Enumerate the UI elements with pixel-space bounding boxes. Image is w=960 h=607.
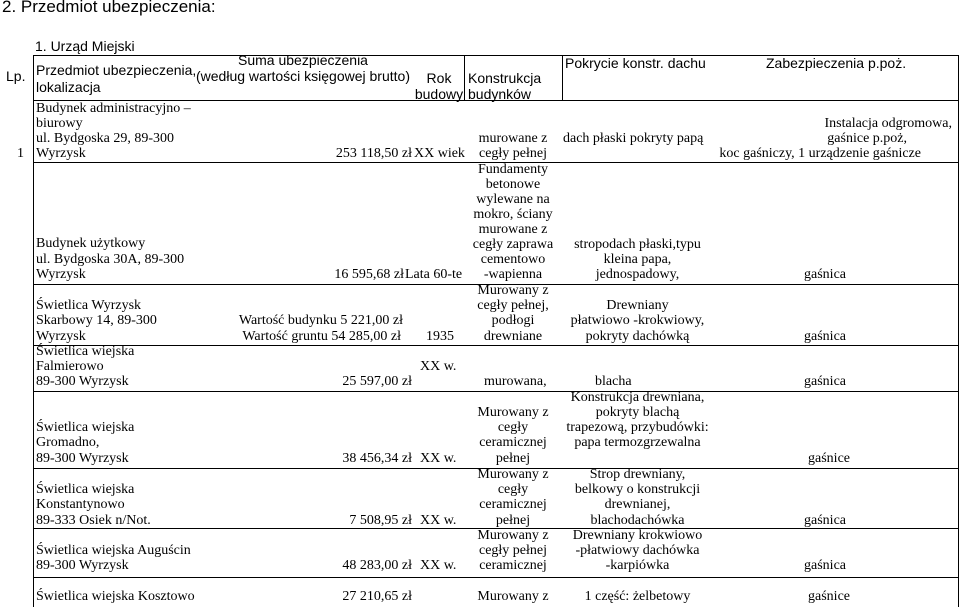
row-divider bbox=[33, 391, 958, 392]
row-4-fire: gaśnica bbox=[804, 374, 846, 389]
header-sum-2: (według wartości księgowej brutto) bbox=[196, 68, 410, 84]
row-3-name: Świetlica Wyrzysk bbox=[36, 298, 142, 313]
row-5-roof: pokryty blachą bbox=[595, 405, 680, 420]
row-1-fire: gaśnice p.poż, bbox=[827, 131, 907, 146]
row-2-name: ul. Bydgoska 30A, 89-300 bbox=[36, 252, 185, 267]
row-4-name: 89-300 Wyrzysk bbox=[36, 374, 129, 389]
row-1-fire: Instalacja odgromowa, bbox=[824, 116, 952, 131]
row-2-construction: cegły zaprawa bbox=[472, 237, 554, 252]
row-2-name: Wyrzysk bbox=[36, 267, 86, 282]
column-divider bbox=[562, 55, 563, 100]
header-sum: Suma ubezpieczenia bbox=[238, 52, 368, 68]
row-4-roof: blacha bbox=[595, 374, 632, 389]
row-6-roof: drewnianej, bbox=[604, 497, 671, 512]
row-2-construction: murowane z bbox=[478, 222, 548, 237]
header-construction: Konstrukcja bbox=[468, 70, 542, 86]
row-3-sum: Wartość gruntu 54 285,00 zł bbox=[242, 329, 401, 344]
row-1-fire: koc gaśniczy, 1 urządzenie gaśnicze bbox=[719, 146, 921, 161]
row-3-name: Skarbowy 14, 89-300 bbox=[36, 313, 157, 328]
row-5-fire: gaśnice bbox=[808, 451, 850, 466]
row-5-name: Gromadno, bbox=[36, 435, 100, 450]
row-5-name: 89-300 Wyrzysk bbox=[36, 451, 129, 466]
row-5-construction: cegły bbox=[497, 420, 529, 435]
row-7-construction: ceramicznej bbox=[479, 558, 547, 573]
row-3-construction: drewniane bbox=[483, 329, 543, 344]
row-6-roof: Strop drewniany, bbox=[589, 467, 686, 482]
header-lp: Lp. bbox=[6, 68, 26, 84]
row-7-roof: Drewniany krokwiowo bbox=[572, 528, 703, 543]
row-6-sum: 7 508,95 zł bbox=[349, 513, 412, 528]
header-year: Rok bbox=[426, 70, 452, 86]
row-2-construction: cementowo bbox=[480, 252, 546, 267]
row-3-fire: gaśnica bbox=[804, 329, 846, 344]
row-7-fire: gaśnica bbox=[804, 558, 846, 573]
row-6-fire: gaśnica bbox=[804, 513, 846, 528]
row-2-construction: wylewane na bbox=[476, 192, 550, 207]
row-2-construction: Fundamenty bbox=[478, 162, 548, 177]
row-7-construction: Murowany z bbox=[477, 528, 549, 543]
row-1-name: ul. Bydgoska 29, 89-300 bbox=[36, 131, 175, 146]
row-5-year: XX w. bbox=[420, 451, 457, 466]
row-5-roof: Konstrukcja drewniana, bbox=[570, 390, 705, 405]
row-2-construction: -wapienna bbox=[483, 267, 543, 282]
row-5-sum: 38 456,34 zł bbox=[342, 451, 412, 466]
column-divider bbox=[958, 55, 959, 607]
row-7-year: XX w. bbox=[420, 558, 457, 573]
row-5-name: Świetlica wiejska bbox=[36, 420, 135, 435]
row-2-fire: gaśnica bbox=[804, 267, 846, 282]
row-3-roof: Drewniany bbox=[606, 298, 669, 313]
row-4-name: Falmierowo bbox=[36, 359, 104, 374]
row-1-sum: 253 118,50 zł bbox=[335, 146, 412, 161]
row-7-name: 89-300 Wyrzysk bbox=[36, 558, 129, 573]
row-6-construction: ceramicznej bbox=[479, 497, 547, 512]
row-8-sum: 27 210,65 zł bbox=[342, 589, 412, 604]
row-6-roof: blachodachówka bbox=[590, 513, 685, 528]
row-6-year: XX w. bbox=[420, 513, 457, 528]
row-7-name: Świetlica wiejska Auguścin bbox=[36, 543, 191, 558]
row-2-sum: 16 595,68 zł bbox=[334, 267, 404, 282]
row-8-roof: 1 część: żelbetowy bbox=[584, 589, 691, 604]
row-4-year: XX w. bbox=[420, 359, 457, 374]
row-7-construction: cegły pełnej bbox=[478, 543, 548, 558]
row-3-sum: Wartość budynku 5 221,00 zł bbox=[238, 313, 403, 328]
header-fire: Zabezpieczenia p.poż. bbox=[766, 55, 907, 71]
row-2-year: Lata 60-te bbox=[405, 267, 463, 282]
row-1-construction: murowane z bbox=[478, 131, 548, 146]
row-6-construction: pełnej bbox=[495, 513, 531, 528]
row-7-roof: -płatwiowy dachówka bbox=[575, 543, 700, 558]
row-3-roof: pokryty dachówką bbox=[585, 329, 690, 344]
row-1-name: Wyrzysk bbox=[36, 146, 86, 161]
row-2-construction: mokro, ściany bbox=[473, 207, 553, 222]
row-1-year: XX wiek bbox=[414, 146, 465, 161]
row-5-construction: Murowany z bbox=[477, 405, 549, 420]
row-8-fire: gaśnice bbox=[808, 589, 850, 604]
row-2-roof: jednospadowy, bbox=[595, 267, 680, 282]
header-roof: Pokrycie konstr. dachu bbox=[565, 55, 706, 71]
row-3-construction: Murowany z bbox=[477, 283, 549, 298]
row-4-sum: 25 597,00 zł bbox=[342, 374, 412, 389]
row-8-name: Świetlica wiejska Kosztowo bbox=[36, 589, 195, 604]
row-1-lp: 1 bbox=[17, 146, 24, 161]
header-year-2: budowy bbox=[414, 86, 464, 102]
row-5-construction: ceramicznej bbox=[479, 435, 547, 450]
row-2-construction: betonowe bbox=[485, 177, 541, 192]
header-subject-2: lokalizacja bbox=[36, 79, 101, 95]
row-3-construction: cegły pełnej, bbox=[477, 298, 549, 313]
row-5-roof: papa termozgrzewalna bbox=[574, 435, 701, 450]
row-3-name: Wyrzysk bbox=[36, 329, 86, 344]
row-1-roof: dach płaski pokryty papą bbox=[563, 131, 704, 146]
row-3-roof: płatwiowo -krokwiowy, bbox=[570, 313, 705, 328]
row-3-year: 1935 bbox=[426, 329, 454, 344]
row-4-name: Świetlica wiejska bbox=[36, 344, 135, 359]
section-title: 1. Urząd Miejski bbox=[35, 38, 135, 54]
row-6-roof: belkowy o konstrukcji bbox=[574, 482, 701, 497]
header-subject: Przedmiot ubezpieczenia, bbox=[36, 62, 197, 78]
row-2-roof: kleina papa, bbox=[603, 252, 672, 267]
row-1-name: Budynek administracyjno – bbox=[36, 101, 191, 116]
page-heading: 2. Przedmiot ubezpieczenia: bbox=[2, 0, 216, 16]
row-6-construction: Murowany z bbox=[477, 467, 549, 482]
row-7-roof: -karpiówka bbox=[605, 558, 670, 573]
row-1-construction: cegły pełnej bbox=[478, 146, 548, 161]
row-2-roof: stropodach płaski,typu bbox=[574, 237, 701, 252]
column-divider bbox=[33, 55, 34, 607]
row-7-sum: 48 283,00 zł bbox=[342, 558, 412, 573]
row-6-name: Świetlica wiejska bbox=[36, 482, 135, 497]
row-4-construction: murowana, bbox=[484, 374, 547, 389]
row-5-construction: pełnej bbox=[495, 451, 531, 466]
row-2-name: Budynek użytkowy bbox=[36, 236, 146, 251]
row-divider bbox=[33, 577, 958, 578]
row-3-construction: podłogi bbox=[491, 313, 535, 328]
row-6-name: Konstantynowo bbox=[36, 497, 125, 512]
row-8-construction: Murowany z bbox=[477, 589, 549, 604]
row-1-name: biurowy bbox=[36, 116, 83, 131]
header-construction-2: budynków bbox=[468, 86, 532, 102]
row-5-roof: trapezową, przybudówki: bbox=[566, 420, 709, 435]
row-6-construction: cegły bbox=[497, 482, 529, 497]
row-6-name: 89-333 Osiek n/Not. bbox=[36, 513, 151, 528]
